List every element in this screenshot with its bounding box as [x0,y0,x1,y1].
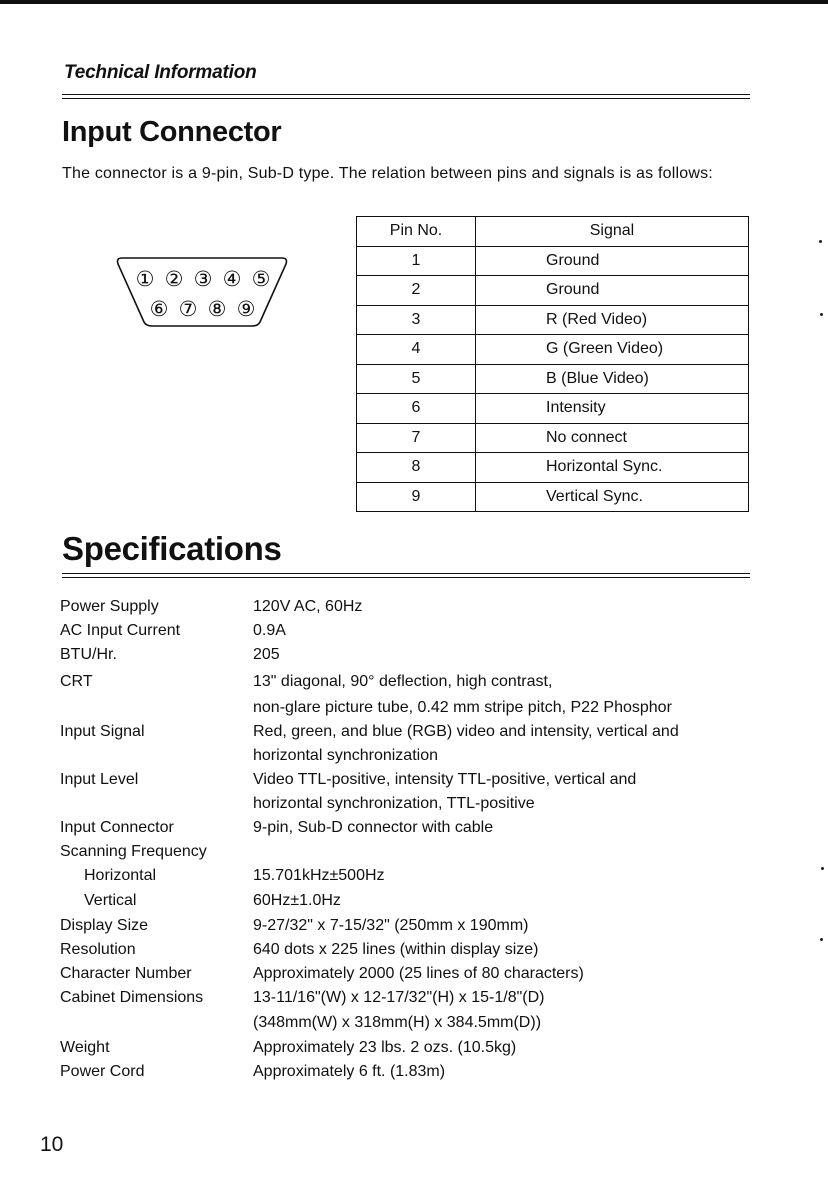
spec-value: non-glare picture tube, 0.42 mm stripe pitch, P22 Phosphor [253,699,672,716]
pin-signal: Horizontal Sync. [476,453,749,483]
pin-number: 8 [357,453,476,483]
spec-value: 640 dots x 225 lines (within display size) [253,941,539,958]
spec-value: 9-pin, Sub-D connector with cable [253,819,494,836]
section-rule-bottom [62,98,750,99]
spec-label: Input Level [60,771,139,788]
pin-signal: R (Red Video) [476,305,749,335]
spec-value: 13-11/16"(W) x 12-17/32"(H) x 15-1/8"(D) [253,989,545,1006]
spec-label: Power Cord [60,1063,145,1080]
pin-7-glyph: ⑦ [178,297,198,321]
table-header-row [357,217,749,247]
table-row [357,246,749,276]
pin-signal: Vertical Sync. [476,482,749,512]
pin-number: 9 [357,482,476,512]
spec-value: 0.9A [253,622,286,639]
table-row [357,453,749,483]
section-rule-top [62,94,750,95]
scan-speck [821,867,824,870]
pin-1-glyph: ① [135,267,155,291]
specifications-heading: Specifications [62,530,282,567]
page-number: 10 [40,1133,64,1156]
spec-value: 205 [253,646,280,663]
table-row [357,423,749,453]
spec-value: Approximately 2000 (25 lines of 80 characters) [253,965,584,982]
pin-signal-table [356,216,749,512]
pin-no-header: Pin No. [357,217,476,247]
specifications-rule-top [62,573,750,574]
pin-number: 2 [357,276,476,306]
table-row [357,276,749,306]
signal-header: Signal [476,217,749,247]
scan-speck [819,240,822,243]
spec-label: Input Signal [60,723,145,740]
spec-value: 9-27/32" x 7-15/32" (250mm x 190mm) [253,917,529,934]
pin-number: 5 [357,364,476,394]
table-row [357,335,749,365]
spec-label: Display Size [60,917,149,934]
spec-label: Weight [60,1039,110,1056]
pin-signal: B (Blue Video) [476,364,749,394]
spec-label: Horizontal [84,867,157,884]
pin-number: 6 [357,394,476,424]
scan-speck [820,313,823,316]
scan-speck [820,938,823,941]
spec-label: Cabinet Dimensions [60,989,204,1006]
pin-signal: Ground [476,246,749,276]
spec-label: AC Input Current [60,622,181,639]
pin-signal: Intensity [476,394,749,424]
pin-4-glyph: ④ [222,267,242,291]
input-connector-heading: Input Connector [62,116,282,148]
pin-3-glyph: ③ [193,267,213,291]
pin-signal: G (Green Video) [476,335,749,365]
spec-label: Resolution [60,941,136,958]
spec-value: (348mm(W) x 318mm(H) x 384.5mm(D)) [253,1014,542,1031]
pin-number: 3 [357,305,476,335]
spec-label: Power Supply [60,598,159,615]
top-border [0,0,828,4]
pin-number: 4 [357,335,476,365]
table-row [357,394,749,424]
pin-2-glyph: ② [164,267,184,291]
spec-label: Character Number [60,965,192,982]
spec-value: horizontal synchronization [253,747,438,764]
spec-value: Approximately 23 lbs. 2 ozs. (10.5kg) [253,1039,517,1056]
table-row [357,364,749,394]
pin-6-glyph: ⑥ [149,297,169,321]
section-label: Technical Information [64,62,257,83]
spec-value: Red, green, and blue (RGB) video and intensity, vertical and [253,723,679,740]
table-row [357,482,749,512]
spec-label: Scanning Frequency [60,843,207,860]
pin-5-glyph: ⑤ [251,267,271,291]
pin-number: 7 [357,423,476,453]
spec-value: 13" diagonal, 90° deflection, high contrast, [253,673,553,690]
spec-value: Approximately 6 ft. (1.83m) [253,1063,446,1080]
spec-value: 120V AC, 60Hz [253,598,363,615]
spec-label: CRT [60,673,93,690]
pin-signal: No connect [476,423,749,453]
spec-value: Video TTL-positive, intensity TTL-positive, vertical and [253,771,637,788]
spec-label: BTU/Hr. [60,646,117,663]
pin-signal: Ground [476,276,749,306]
input-connector-intro: The connector is a 9-pin, Sub-D type. The relation between pins and signals is as follows: [62,165,713,182]
spec-value: 15.701kHz±500Hz [253,867,385,884]
table-row [357,305,749,335]
dsub-connector-diagram [112,254,292,334]
spec-label: Vertical [84,892,137,909]
pin-number: 1 [357,246,476,276]
spec-value: horizontal synchronization, TTL-positive [253,795,535,812]
pin-8-glyph: ⑧ [207,297,227,321]
pin-9-glyph: ⑨ [236,297,256,321]
specifications-rule-bottom [62,577,750,578]
spec-value: 60Hz±1.0Hz [253,892,341,909]
spec-label: Input Connector [60,819,174,836]
